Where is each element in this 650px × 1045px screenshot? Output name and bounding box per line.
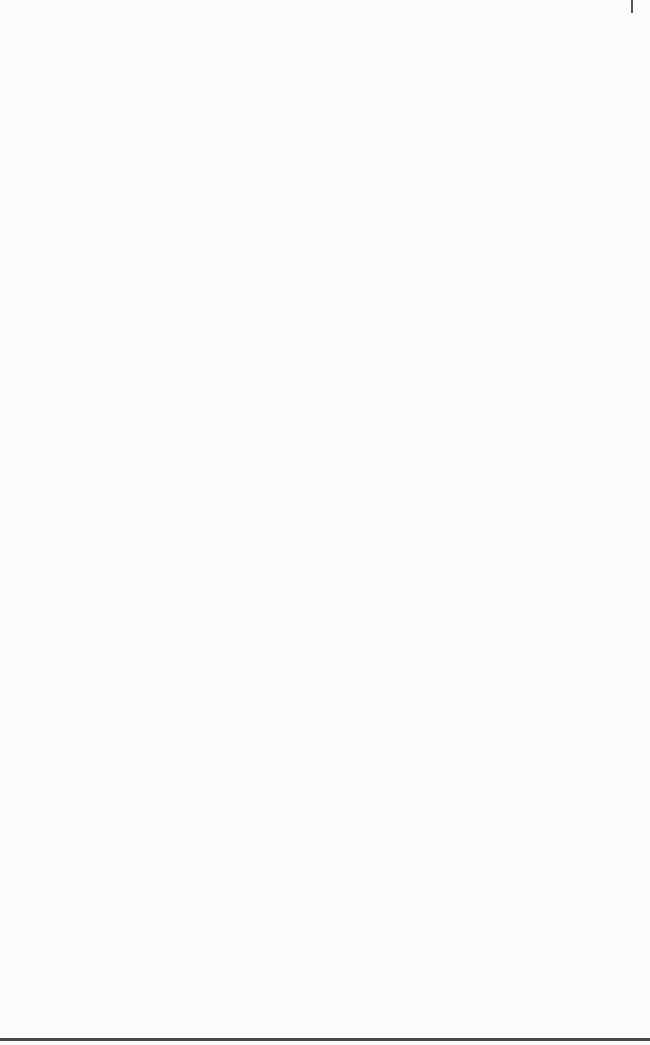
clipped-paragraph-mark-icon xyxy=(631,0,633,13)
page-bottom-edge xyxy=(0,1038,650,1041)
